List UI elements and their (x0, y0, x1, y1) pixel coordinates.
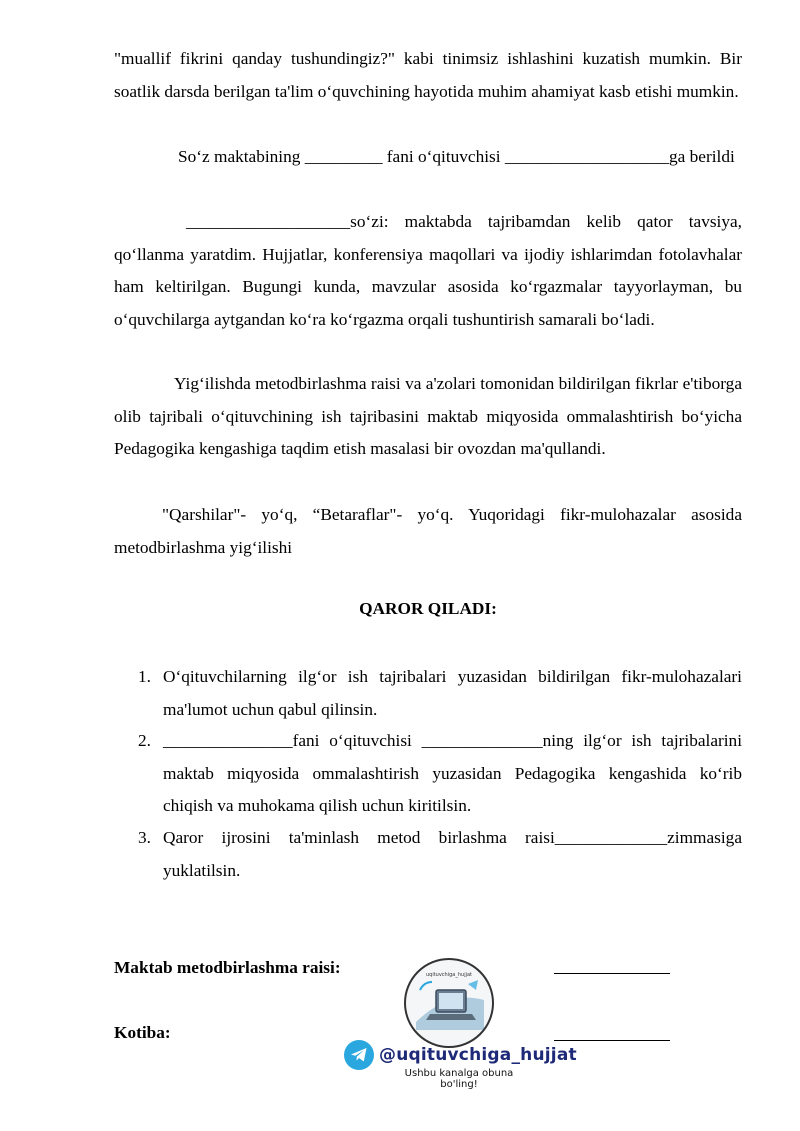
telegram-watermark[interactable] (344, 1040, 577, 1070)
paragraph-assignment: So‘z maktabining _________ fani o‘qituvchisi ___________________ga berildi (178, 147, 735, 166)
laptop-icon (406, 960, 492, 1046)
watermark-subtitle (384, 1068, 534, 1090)
decision-number: 3. (138, 828, 151, 847)
decision-text: O‘qituvchilarning ilg‘or ish tajribalari yuzasidan bildirilgan fikr-mulohazalari ma'lumot uchun qabul qilinsin. (163, 667, 742, 719)
watermark-logo-text: uqituvchiga_hujjat (425, 972, 472, 978)
paragraph-intro: "muallif fikrini qanday tushundingiz?" kabi tinimsiz ishlashini kuzatish mumkin. Bir soatlik darsda berilgan ta'lim o‘quvchining hayotida muhim ahamiyat kasb etishi mumkin. (114, 49, 742, 101)
decision-item-2 (114, 725, 742, 823)
paragraph-vote-result: "Qarshilar"- yo‘q, “Betaraflar"- yo‘q. Yuqoridagi fikr-mulohazalar asosida metodbirlashma yig‘ilishi (114, 505, 742, 557)
paragraph-teacher-speech: ___________________so‘zi: maktabda tajribamdan kelib qator tavsiya, qo‘llanma yaratdim. Hujjatlar, konferensiya maqollari va ijodiy ishlarimdan fotolavhalar ham keltirilgan. Bugungi kunda, mavzular asosida ko‘rgazmalar tayyorlayman, bu o‘quvchilarga aytgandan ko‘ra ko‘rgazma orqali tushuntirish samarali bo‘ladi. (114, 212, 742, 329)
decision-text: Qaror ijrosini ta'minlash metod birlashma raisi_____________zimmasiga yuklatilsin. (163, 828, 742, 880)
decision-number: 1. (138, 667, 151, 686)
watermark-subtitle-line1: Ushbu kanalga obuna (404, 1068, 514, 1079)
decision-item-1 (114, 661, 742, 726)
telegram-handle: @uqituvchiga_hujjat (379, 1045, 577, 1065)
watermark-mask (344, 958, 404, 984)
chair-signature-label: Maktab metodbirlashma raisi: (114, 958, 341, 977)
decision-heading: QAROR QILADI: (359, 599, 497, 618)
telegram-icon (344, 1040, 374, 1070)
decision-number: 2. (138, 731, 151, 750)
chair-signature-line (554, 973, 670, 974)
watermark-subtitle-line2: bo'ling! (440, 1079, 478, 1090)
secretary-signature-label: Kotiba: (114, 1023, 171, 1042)
paragraph-meeting-opinion: Yig‘ilishda metodbirlashma raisi va a'zolari tomonidan bildirilgan fikrlar e'tiborga olib tajribali o‘qituvchining ish tajribasini maktab miqyosida ommalashtirish bo‘yicha Pedagogika kengashiga taqdim etish masalasi bir ovozdan ma'qullandi. (114, 374, 742, 458)
decision-text: _______________fani o‘qituvchisi ______________ning ilg‘or ish tajribalarini maktab miqyosida ommalashtirish yuzasidan Pedagogika kengashida ko‘rib chiqish va muhokama qilish uchun kiritilsin. (163, 731, 742, 815)
decision-item-3 (114, 822, 742, 887)
watermark-logo (404, 958, 494, 1048)
